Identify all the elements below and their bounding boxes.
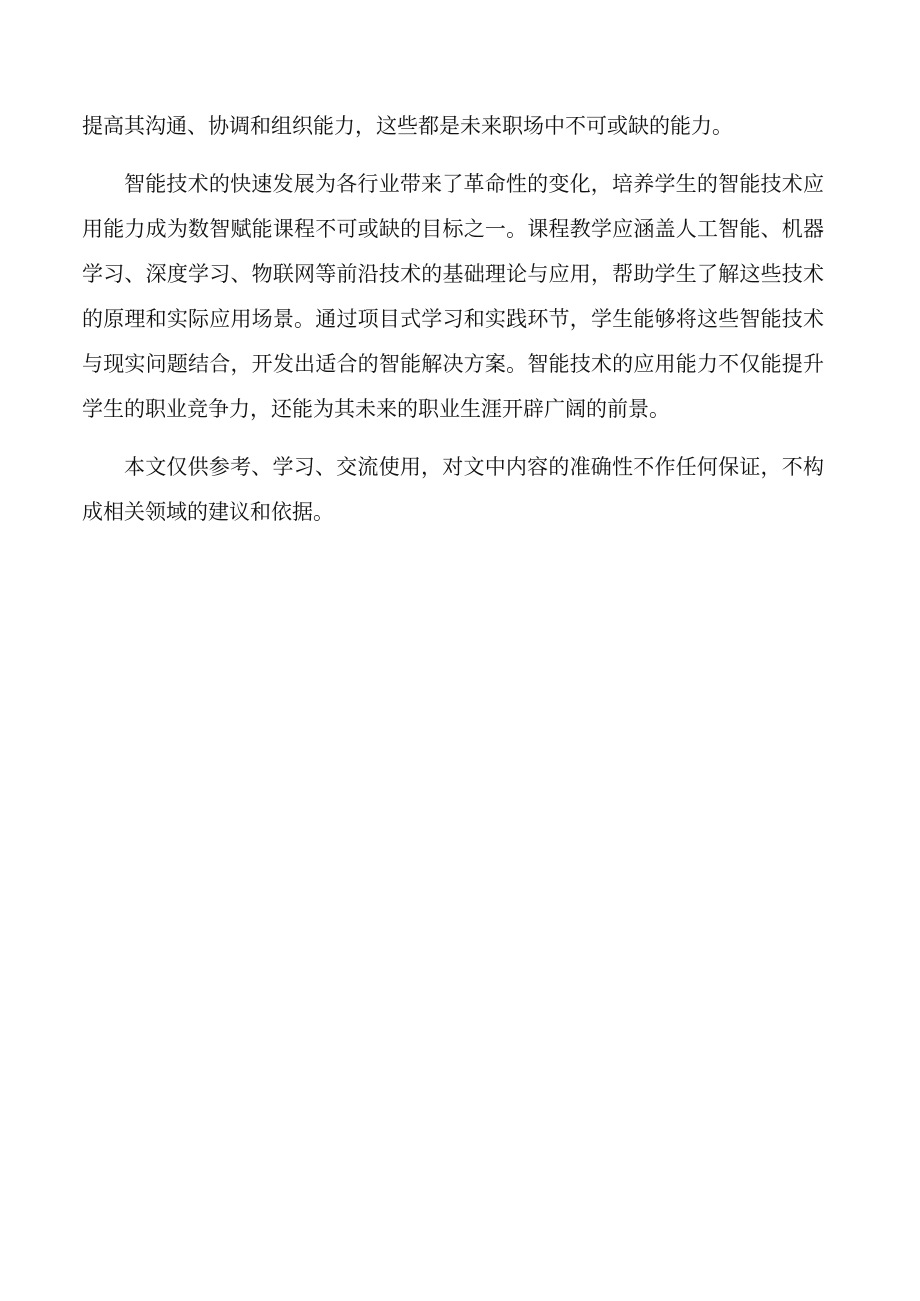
document-body: [82, 104, 824, 535]
paragraph-disclaimer: 本文仅供参考、学习、交流使用，对文中内容的准确性不作任何保证，不构成相关领域的建议和依据。: [82, 455, 824, 524]
paragraph-continuation: 提高其沟通、协调和组织能力，这些都是未来职场中不可或缺的能力。: [82, 114, 733, 138]
paragraph-intelligent-technology: 智能技术的快速发展为各行业带来了革命性的变化，培养学生的智能技术应用能力成为数智赋能课程不可或缺的目标之一。课程教学应涵盖人工智能、机器学习、深度学习、物联网等前沿技术的基础理论与应用，帮助学生了解这些技术的原理和实际应用场景。通过项目式学习和实践环节，学生能够将这些智能技术与现实问题结合，开发出适合的智能解决方案。智能技术的应用能力不仅能提升学生的职业竞争力，还能为其未来的职业生涯开辟广阔的前景。: [82, 172, 824, 421]
